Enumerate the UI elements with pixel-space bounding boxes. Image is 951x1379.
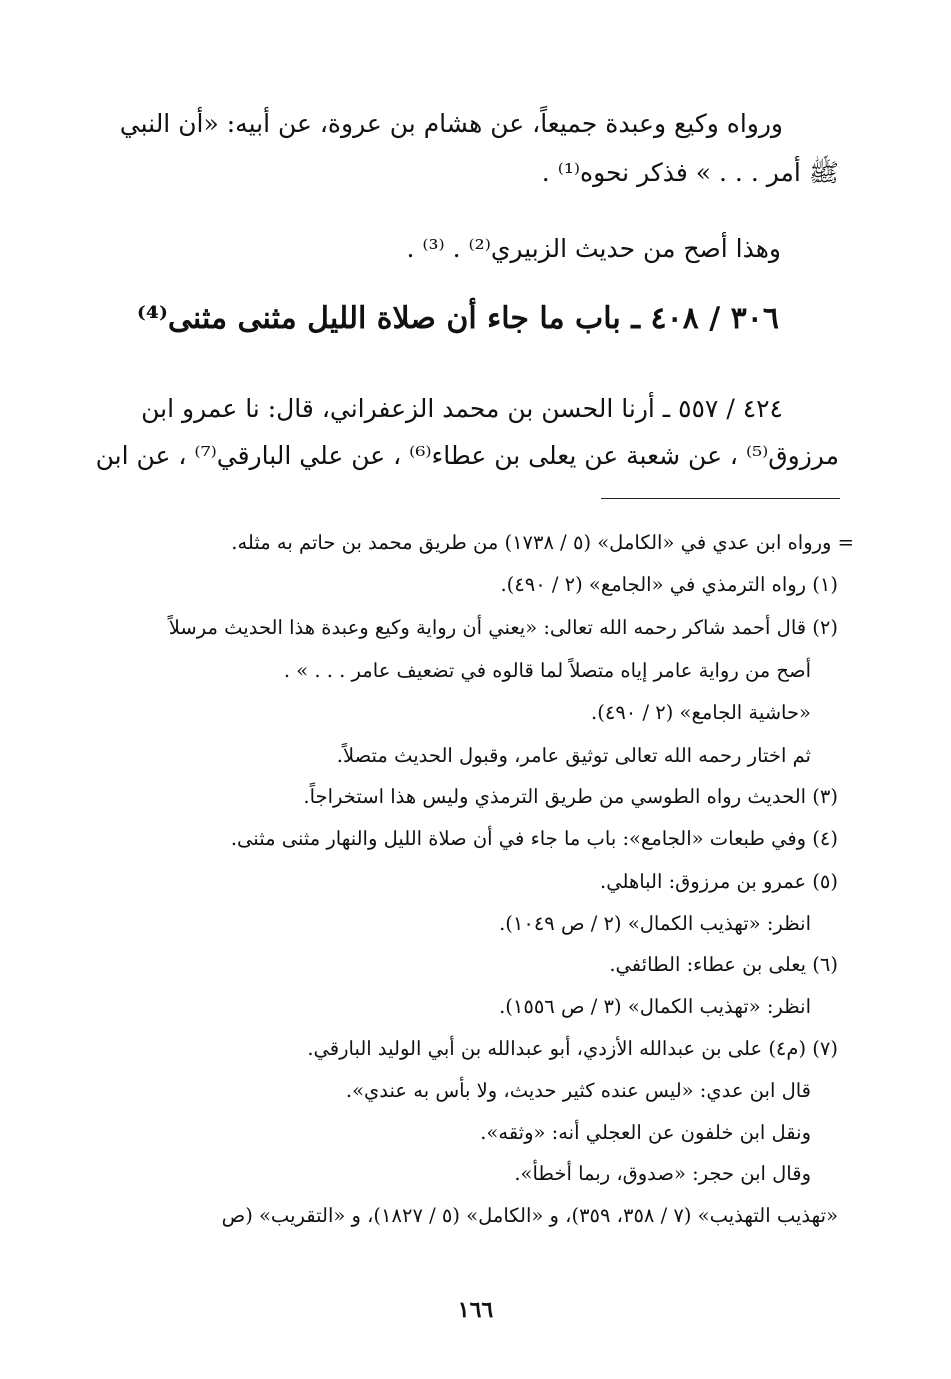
hadith-line-2: مرزوق⁽⁵⁾ ، عن شعبة عن يعلى بن عطاء⁽⁶⁾ ، عن علي البارقي⁽⁷⁾ ، عن ابن [95,441,839,470]
footnote-line: (٣) الحديث رواه الطوسي من طريق الترمذي وليس هذا استخراجاً. [303,785,838,808]
footnote-line: انظر: «تهذيب الكمال» (٣ / ص ١٥٥٦). [499,995,811,1018]
footnote-line: ثم اختار رحمه الله تعالى توثيق عامر، وقبول الحديث متصلاً. [336,744,811,767]
footnote-line: (٢) قال أحمد شاكر رحمه الله تعالى: «يعني أن رواية وكيع وعبدة هذا الحديث مرسلاً [168,616,838,639]
footnote-line: انظر: «تهذيب الكمال» (٢ / ص ١٠٤٩). [499,912,811,935]
body-line-3: وهذا أصح من حديث الزبيري⁽²⁾ . ⁽³⁾ . [406,234,781,263]
footnote-line: «حاشية الجامع» (٢ / ٤٩٠). [591,701,811,724]
page-number: ١٦٦ [457,1297,494,1323]
footnote-line: (٧) (م٤) على بن عبدالله الأزدي، أبو عبدالله بن أبي الوليد البارقي. [307,1037,838,1060]
footnote-line: (٥) عمرو بن مرزوق: الباهلي. [600,870,838,893]
footnote-line: (٤) وفي طبعات «الجامع»: باب ما جاء في أن صلاة الليل والنهار مثنى مثنى. [230,827,838,850]
body-line-2: ﷺ أمر . . . » فذكر نحوه⁽¹⁾ . [541,158,839,187]
footnote-line: أصح من رواية عامر إياه متصلاً لما قالوه في تضعيف عامر . . . » . [283,659,811,682]
footnote-line: (١) رواه الترمذي في «الجامع» (٢ / ٤٩٠). [500,573,838,596]
hadith-line-1: ٤٢٤ / ٥٥٧ ـ أرنا الحسن بن محمد الزعفراني، قال: نا عمرو ابن [141,394,783,423]
footnote-line: قال ابن عدي: «ليس عنده كثير حديث، ولا بأس به عندي». [345,1079,811,1102]
footnote-line: (٦) يعلى بن عطاء: الطائفي. [609,953,838,976]
footnote-line: وقال ابن حجر: «صدوق، ربما أخطأ». [514,1162,811,1185]
footnote-line: «تهذيب التهذيب» (٧ / ٣٥٨، ٣٥٩)، و «الكامل» (٥ / ١٨٢٧)، و «التقريب» (ص [221,1204,838,1227]
body-line-1: ورواه وكيع وعبدة جميعاً، عن هشام بن عروة، عن أبيه: «أن النبي [119,109,783,138]
footnote-line: = ورواه ابن عدي في «الكامل» (٥ / ١٧٣٨) من طريق محمد بن حاتم به مثله. [231,531,854,554]
footnote-line: ونقل ابن خلفون عن العجلي أنه: «وثقه». [480,1121,811,1144]
footnote-separator [601,498,840,499]
section-heading: ٣٠٦ / ٤٠٨ ـ باب ما جاء أن صلاة الليل مثنى مثنى⁽⁴⁾ [136,301,779,336]
